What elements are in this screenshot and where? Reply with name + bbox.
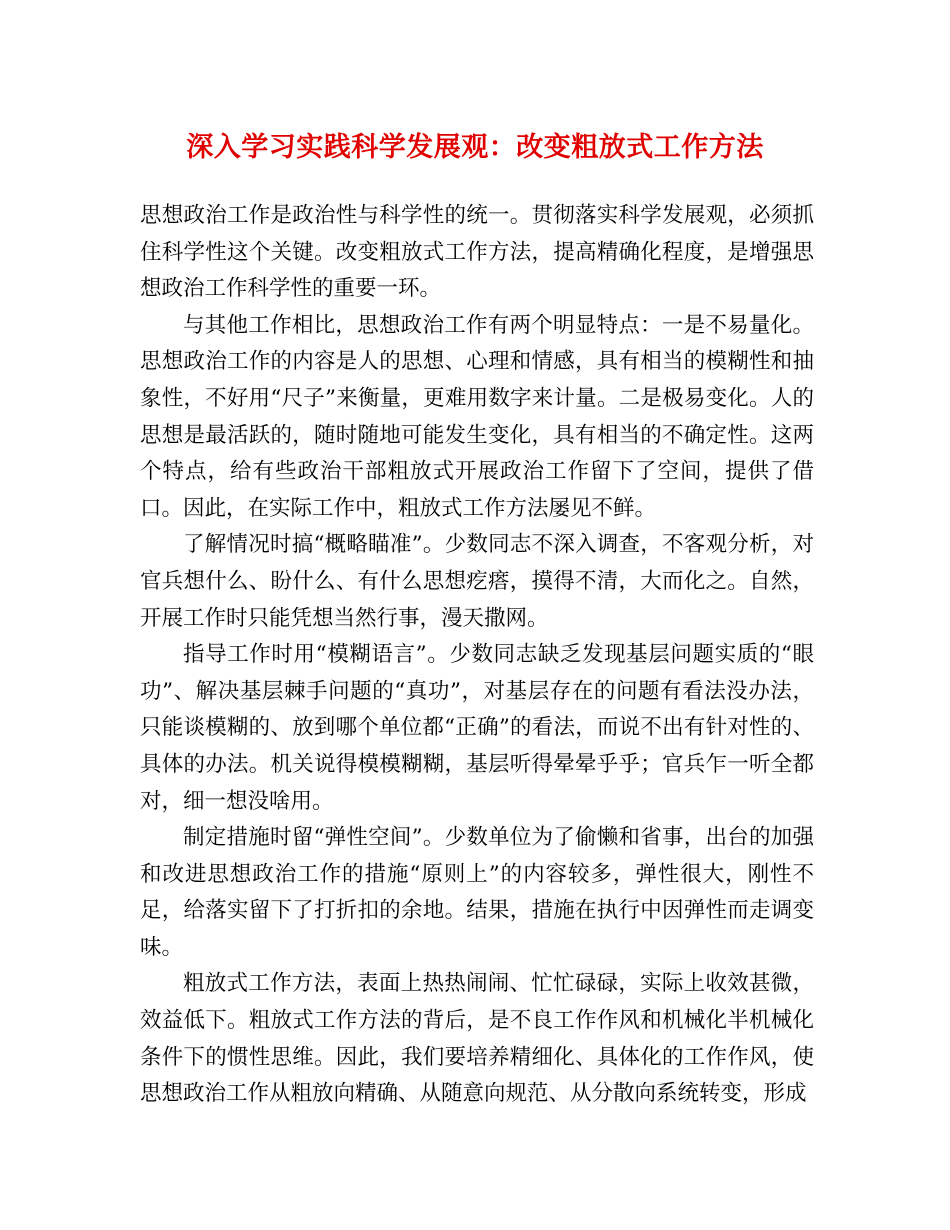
document-title: 深入学习实践科学发展观：改变粗放式工作方法 bbox=[186, 132, 764, 163]
paragraph-2: 与其他工作相比，思想政治工作有两个明显特点：一是不易量化。思想政治工作的内容是人的思想、心理和情感，具有相当的模糊性和抽象性，不好用“尺子”来衡量，更难用数字来计量。二是极易变化。人的思想是最活跃的，随时随地可能发生变化，具有相当的不确定性。这两个特点，给有些政治干部粗放式开展政治工作留下了空间，提供了借口。因此，在实际工作中，粗放式工作方法屡见不鲜。 bbox=[140, 312, 814, 521]
paragraph-4: 指导工作时用“模糊语言”。少数同志缺乏发现基层问题实质的“眼功”、解决基层棘手问题的“真功”，对基层存在的问题有看法没办法，只能谈模糊的、放到哪个单位都“正确”的看法，而说不出有针对性的、具体的办法。机关说得模模糊糊，基层听得晕晕乎乎；官兵乍一听全都对，细一想没啥用。 bbox=[140, 642, 814, 814]
document-body bbox=[140, 198, 814, 1113]
paragraph-3: 了解情况时搞“概略瞄准”。少数同志不深入调查，不客观分析，对官兵想什么、盼什么、有什么思想疙瘩，摸得不清，大而化之。自然，开展工作时只能凭想当然行事，漫天撒网。 bbox=[140, 532, 814, 631]
paragraph-6: 粗放式工作方法，表面上热热闹闹、忙忙碌碌，实际上收效甚微，效益低下。粗放式工作方法的背后，是不良工作作风和机械化半机械化条件下的惯性思维。因此，我们要培养精细化、具体化的工作作风，使思想政治工作从粗放向精确、从随意向规范、从分散向系统转变，形成 bbox=[140, 971, 814, 1107]
paragraph-5: 制定措施时留“弹性空间”。少数单位为了偷懒和省事，出台的加强和改进思想政治工作的措施“原则上”的内容较多，弹性很大，刚性不足，给落实留下了打折扣的余地。结果，措施在执行中因弹性而走调变味。 bbox=[140, 825, 814, 960]
paragraph-1: 思想政治工作是政治性与科学性的统一。贯彻落实科学发展观，必须抓住科学性这个关键。改变粗放式工作方法，提高精确化程度，是增强思想政治工作科学性的重要一环。 bbox=[140, 203, 814, 302]
